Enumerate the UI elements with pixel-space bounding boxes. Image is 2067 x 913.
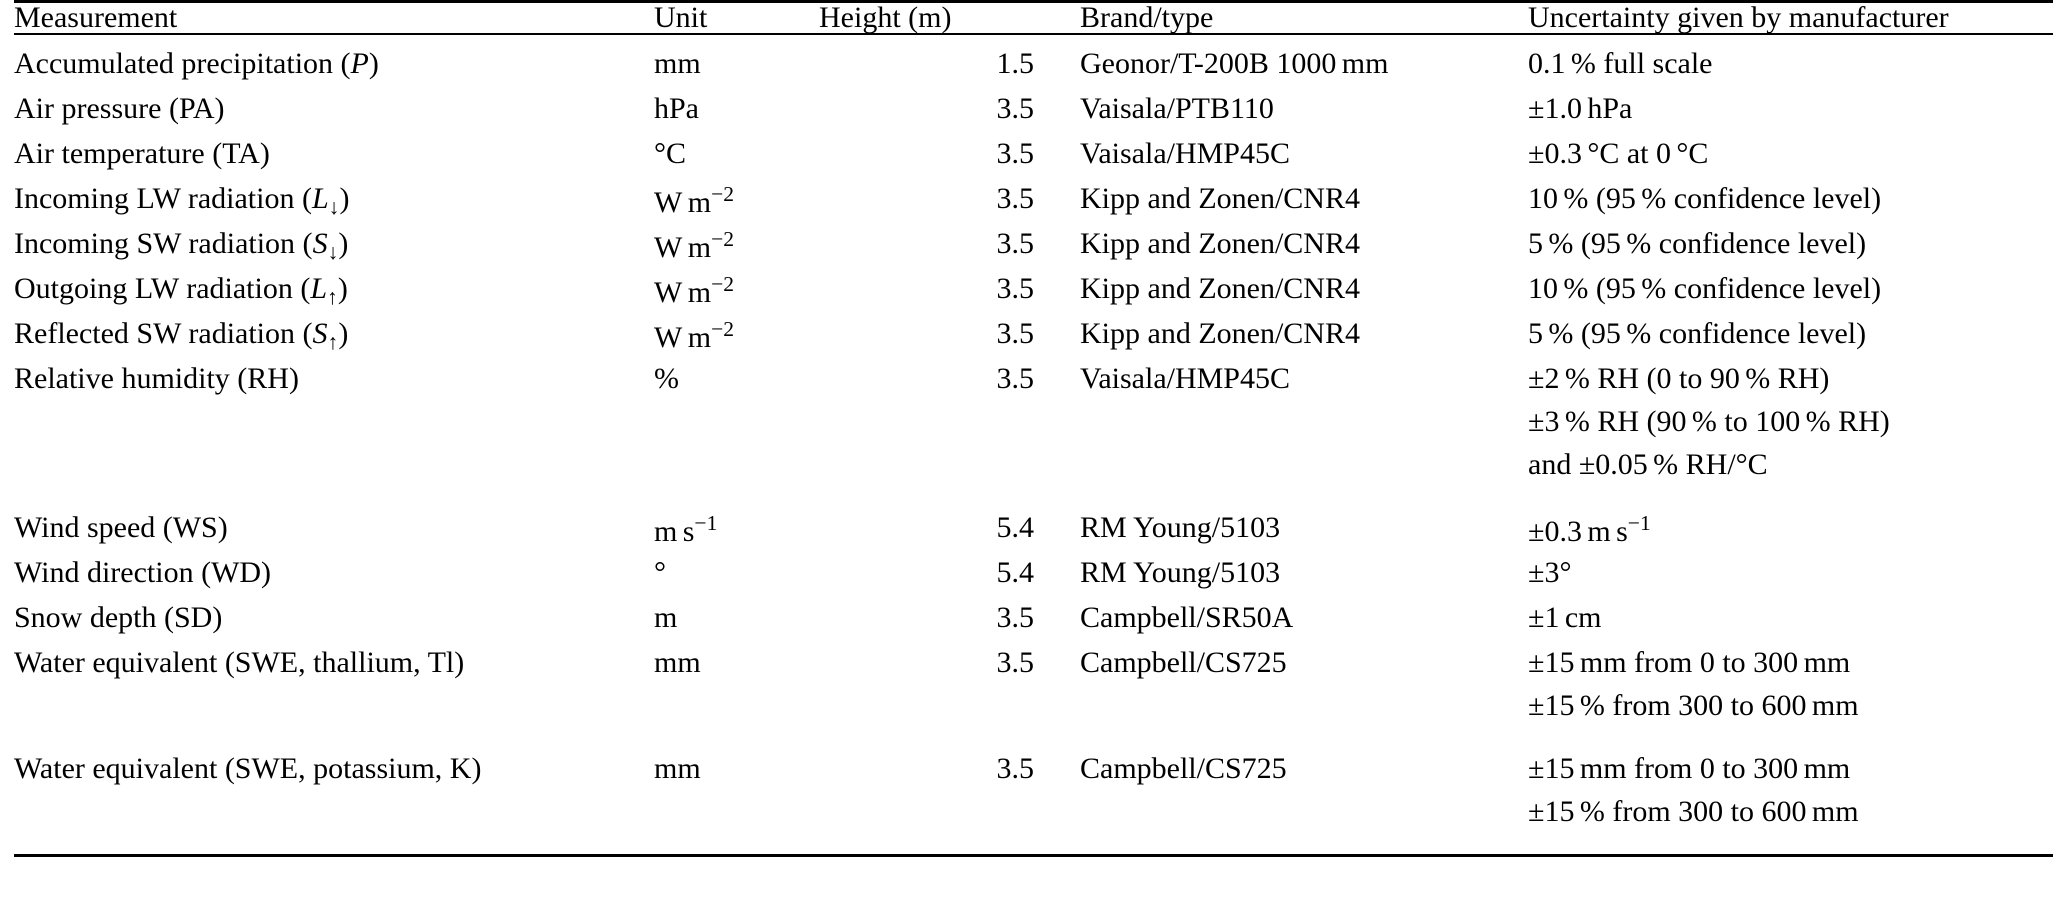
cell-brand: Kipp and Zonen/CNR4 (1080, 317, 1360, 350)
cell-height: 5.4 (996, 511, 1034, 544)
cell-unit: m $s^{-1}$ (654, 511, 718, 548)
cell-empty (14, 795, 654, 838)
cell-unit: mm (654, 47, 701, 80)
cell-empty (14, 405, 654, 448)
cell-measurement: Outgoing LW radiation $(L_↑)$ (14, 272, 348, 310)
cell-height: 3.5 (996, 601, 1034, 634)
cell-empty (654, 795, 819, 838)
cell-height: 3.5 (996, 646, 1034, 679)
cell-height: 3.5 (996, 272, 1034, 305)
bottom-rule-cell (14, 838, 2053, 856)
cell-uncertainty-extra: ±3 % RH (90 % to 100 % RH) (1528, 405, 1890, 438)
cell-brand: RM Young/5103 (1080, 511, 1281, 544)
table-row-continuation (14, 795, 2053, 838)
cell-unit: ° (654, 556, 666, 589)
cell-uncertainty: ±1.0 hPa (1528, 92, 1633, 125)
cell-uncertainty: 5 % (95 % confidence level) (1528, 227, 1867, 260)
cell-height: 3.5 (996, 752, 1034, 785)
table-row (14, 135, 2053, 180)
cell-empty (1080, 448, 1528, 491)
cell-brand: Kipp and Zonen/CNR4 (1080, 182, 1360, 215)
table-row-continuation (14, 448, 2053, 491)
cell-measurement: Relative humidity (RH) (14, 362, 299, 395)
cell-unit: W $m^{-2}$ (654, 227, 735, 264)
cell-empty (654, 405, 819, 448)
cell-height: 3.5 (996, 362, 1034, 395)
cell-measurement: Reflected SW radiation $(S_↑)$ (14, 317, 349, 355)
cell-unit: mm (654, 752, 701, 785)
cell-measurement: Air pressure (PA) (14, 92, 225, 125)
column-header-unit: Unit (654, 2, 819, 35)
cell-measurement: Wind direction (WD) (14, 556, 272, 589)
cell-brand: Campbell/CS725 (1080, 752, 1287, 785)
cell-height: 5.4 (996, 556, 1034, 589)
table-header (14, 2, 2053, 35)
table-row (14, 360, 2053, 405)
cell-measurement: Accumulated precipitation (P) (14, 47, 379, 80)
cell-brand: Vaisala/PTB110 (1080, 92, 1274, 125)
cell-brand: Kipp and Zonen/CNR4 (1080, 272, 1360, 305)
cell-height: 3.5 (996, 317, 1034, 350)
table-bottom-rule (14, 838, 2053, 856)
cell-empty (654, 689, 819, 732)
table-row (14, 554, 2053, 599)
cell-unit: % (654, 362, 679, 395)
table-row (14, 599, 2053, 644)
cell-unit: mm (654, 646, 701, 679)
table-row (14, 315, 2053, 360)
table-body (14, 34, 2053, 856)
cell-height: 3.5 (996, 227, 1034, 260)
cell-measurement: Water equivalent (SWE, potassium, K) (14, 752, 482, 785)
cell-uncertainty: ±0.3 m $s^{-1}$ (1528, 511, 1651, 548)
cell-uncertainty-extra: ±15 % from 300 to 600 mm (1528, 689, 1859, 722)
column-header-brand: Brand/type (1080, 2, 1528, 35)
cell-height: 3.5 (996, 182, 1034, 215)
cell-unit: W $m^{-2}$ (654, 182, 735, 219)
cell-uncertainty: 5 % (95 % confidence level) (1528, 317, 1867, 350)
cell-uncertainty: ±1 cm (1528, 601, 1602, 634)
cell-unit: hPa (654, 92, 699, 125)
cell-measurement: Snow depth (SD) (14, 601, 223, 634)
cell-uncertainty: ±2 % RH (0 to 90 % RH) (1528, 362, 1830, 395)
table-row (14, 225, 2053, 270)
table-row (14, 491, 2053, 554)
cell-measurement: Incoming SW radiation $(S_↓)$ (14, 227, 349, 265)
cell-brand: Geonor/T-200B 1000 mm (1080, 47, 1389, 80)
table-row (14, 34, 2053, 90)
column-header-measurement: Measurement (14, 2, 654, 35)
cell-empty (819, 689, 1080, 732)
cell-empty (1080, 689, 1528, 732)
cell-brand: Campbell/CS725 (1080, 646, 1287, 679)
cell-uncertainty: ±15 mm from 0 to 300 mm (1528, 752, 1851, 785)
cell-uncertainty-extra: ±15 % from 300 to 600 mm (1528, 795, 1859, 828)
table-row (14, 270, 2053, 315)
cell-empty (1080, 795, 1528, 838)
cell-uncertainty: ±15 mm from 0 to 300 mm (1528, 646, 1851, 679)
table-row-continuation (14, 405, 2053, 448)
column-header-height: Height (m) (819, 2, 1080, 35)
table-header-row (14, 2, 2053, 35)
table-row (14, 644, 2053, 689)
cell-unit: W $m^{-2}$ (654, 317, 735, 354)
table-row (14, 732, 2053, 795)
cell-uncertainty-extra: and ±0.05 % RH/°C (1528, 448, 1768, 481)
cell-empty (819, 448, 1080, 491)
cell-height: 3.5 (996, 137, 1034, 170)
cell-height: 3.5 (996, 92, 1034, 125)
cell-brand: Vaisala/HMP45C (1080, 137, 1290, 170)
cell-measurement: Water equivalent (SWE, thallium, Tl) (14, 646, 465, 679)
cell-empty (1080, 405, 1528, 448)
cell-empty (819, 795, 1080, 838)
cell-brand: Kipp and Zonen/CNR4 (1080, 227, 1360, 260)
cell-uncertainty: ±3° (1528, 556, 1572, 589)
table-row-continuation (14, 689, 2053, 732)
measurements-table (14, 0, 2053, 857)
cell-empty (654, 448, 819, 491)
cell-uncertainty: 10 % (95 % confidence level) (1528, 182, 1882, 215)
cell-unit: m (654, 601, 678, 634)
cell-measurement: Air temperature (TA) (14, 137, 270, 170)
cell-uncertainty: 0.1 % full scale (1528, 47, 1713, 80)
cell-uncertainty: 10 % (95 % confidence level) (1528, 272, 1882, 305)
cell-uncertainty: ±0.3 °C at 0 °C (1528, 137, 1709, 170)
cell-measurement: Wind speed (WS) (14, 511, 228, 544)
cell-measurement: Incoming LW radiation $(L_↓)$ (14, 182, 350, 220)
table-row (14, 180, 2053, 225)
cell-brand: Vaisala/HMP45C (1080, 362, 1290, 395)
cell-empty (14, 448, 654, 491)
cell-unit: °C (654, 137, 687, 170)
cell-height: 1.5 (996, 47, 1034, 80)
table-row (14, 90, 2053, 135)
cell-unit: W $m^{-2}$ (654, 272, 735, 309)
cell-empty (14, 689, 654, 732)
cell-empty (819, 405, 1080, 448)
cell-brand: RM Young/5103 (1080, 556, 1281, 589)
cell-brand: Campbell/SR50A (1080, 601, 1294, 634)
column-header-uncertainty: Uncertainty given by manufacturer (1528, 2, 2053, 35)
